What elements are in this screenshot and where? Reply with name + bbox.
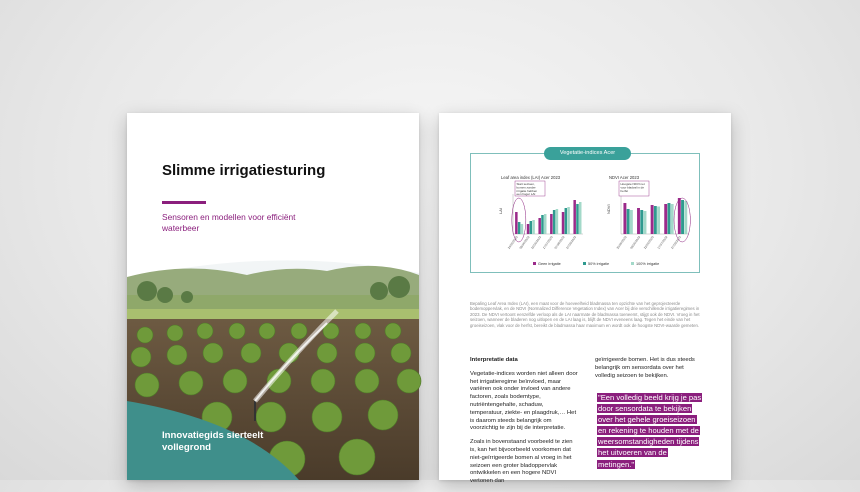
section-heading: Interpretatie data — [470, 357, 518, 363]
cover-footer-text: Innovatiegids sierteelt vollegrond — [162, 430, 264, 453]
bar-1-1-4 — [681, 200, 684, 234]
y-axis-label: NDVI — [606, 204, 611, 214]
figure-caption: Bepaling Leaf Area Index (LAI), een maat voor de hoeveelheid bladmassa ten opzichte van het geprojecteerde bodemoppervlak, en de NDVI (Normalized Difference Vegetation Index) van Acer bij drie verschillende irrigatieregimes in 2023. De NDVI vertoont eenzelfde verloop als de LAI naarmate de bladmassa toeneemt, stijgt ook de NDVI. Vroeg in het seizoen, wanneer de bladeren nog uitlopen en de LAI laag is, blijft de NDVI eveneens laag. Tegen het einde van het groeiseizoen, vlak voor de herfst, bereikt de bladmassa haar maximum en wordt ook de hoogste NDVI-waarde gemeten. — [470, 301, 700, 328]
bar-1-1-0 — [627, 209, 630, 234]
legend-label: 50% irrigatie — [588, 261, 610, 266]
bar-1-1-3 — [667, 203, 670, 234]
bar-0-1-1 — [530, 221, 533, 234]
bar-1-1-1 — [640, 210, 643, 234]
x-tick-label: 17/07/2023 — [656, 235, 669, 250]
bar-1-0-2 — [651, 205, 654, 234]
left-paragraph-2: Zoals in bovenstaand voorbeeld te zien is, kan het bijvoorbeeld voorkomen dat niet-geïrrigeerde bomen al vroeg in het seizoen een groter bladoppervlak ontwikkelen en een hogere NDVI vertonen dan — [470, 439, 573, 485]
bar-0-2-0 — [521, 224, 524, 234]
cover-page — [127, 113, 419, 480]
chart-title: Leaf area index (LAI) Acer 2023 — [501, 175, 561, 180]
bar-0-2-4 — [567, 207, 570, 234]
x-tick-label: 22/06/2023 — [530, 235, 543, 250]
bar-1-2-4 — [684, 201, 687, 234]
annotation-text: Start seizoen, bomen zonder irrigatie hebben een hoger LAI — [516, 182, 538, 197]
x-tick-label: 08/06/2023 — [629, 235, 642, 250]
x-tick-label: 26/05/2023 — [615, 235, 628, 250]
highlight-ellipse — [512, 198, 526, 242]
y-axis-label: LAI — [498, 207, 503, 214]
left-paragraph-1: Vegetatie-indices worden niet alleen door het irrigatieregime beïnvloed, maar variëren ook onder invloed van andere factoren, zoals bodemtype, nutriëntengehalte, schaduw, temperatuur, ziekte- en plaagdruk,… Het is daarom steeds belangrijk om voorzichtig te zijn bij de interpretatie. — [470, 370, 578, 432]
legend-swatch — [631, 262, 634, 265]
bar-1-0-1 — [637, 208, 640, 234]
bar-1-0-3 — [664, 204, 667, 234]
title-underline — [162, 201, 206, 204]
legend-label: 100% irrigatie — [636, 261, 660, 266]
legend-label: Geen irrigatie — [538, 261, 561, 266]
bar-0-2-5 — [579, 202, 582, 234]
chart-panel — [470, 150, 700, 273]
bar-0-0-1 — [527, 224, 530, 234]
bar-0-1-3 — [553, 210, 556, 234]
bar-0-1-5 — [576, 204, 579, 234]
bar-0-0-4 — [562, 212, 565, 234]
bar-1-2-0 — [630, 210, 633, 234]
legend-swatch — [583, 262, 586, 265]
panel-title: Vegetatie-indices Acer — [544, 147, 631, 160]
bar-0-0-3 — [550, 214, 553, 234]
bar-1-0-4 — [678, 198, 681, 234]
bar-0-0-2 — [538, 218, 541, 234]
right-column — [595, 357, 705, 380]
bar-0-1-0 — [518, 222, 521, 234]
x-tick-label: 07/08/2023 — [553, 235, 566, 250]
bar-1-0-0 — [623, 203, 626, 234]
x-tick-label: 22/06/2023 — [642, 235, 655, 250]
pull-quote — [597, 392, 703, 470]
bar-1-1-2 — [654, 206, 657, 234]
legend-swatch — [533, 262, 536, 265]
cover-subtitle: Sensoren en modellen voor efficiënt waterbeer — [162, 212, 296, 233]
bar-1-2-2 — [657, 207, 660, 235]
bar-0-2-1 — [532, 220, 535, 234]
x-tick-label: 27/09/2023 — [565, 235, 578, 250]
annotation-text: Hoogste NDVI net voor bladval in de herfst — [620, 182, 645, 193]
inner-page — [439, 113, 731, 485]
bar-0-1-2 — [541, 215, 544, 234]
chart-title: NDVI Acer 2023 — [609, 175, 640, 180]
bar-1-2-3 — [671, 204, 674, 234]
left-column — [470, 357, 578, 492]
cover-title: Slimme irrigatiesturing — [162, 162, 326, 179]
bar-0-1-4 — [565, 208, 568, 234]
bar-0-0-0 — [515, 212, 518, 234]
x-tick-label: 17/07/2023 — [541, 235, 554, 250]
x-tick-label: 27/09/2023 — [670, 235, 682, 250]
pull-quote-text: "Een volledig beeld krijg je pas door sensordata te bekijken over het gehele groeiseizoen en rekening te houden met de weersomstandigheden tijdens het uitvoeren van de metingen." — [598, 393, 702, 469]
x-tick-label: 08/06/2023 — [518, 235, 531, 250]
charts-svg — [471, 154, 699, 272]
right-paragraph-1: geïrrigeerde bomen. Het is dus steeds belangrijk om sensordata over het volledig seizoen te bekijken. — [595, 357, 695, 379]
bar-0-2-2 — [544, 214, 547, 234]
x-tick-label: 26/05/2023 — [506, 235, 519, 250]
bar-1-2-1 — [644, 211, 647, 234]
bar-0-2-3 — [556, 209, 559, 234]
bar-0-0-5 — [573, 200, 576, 234]
